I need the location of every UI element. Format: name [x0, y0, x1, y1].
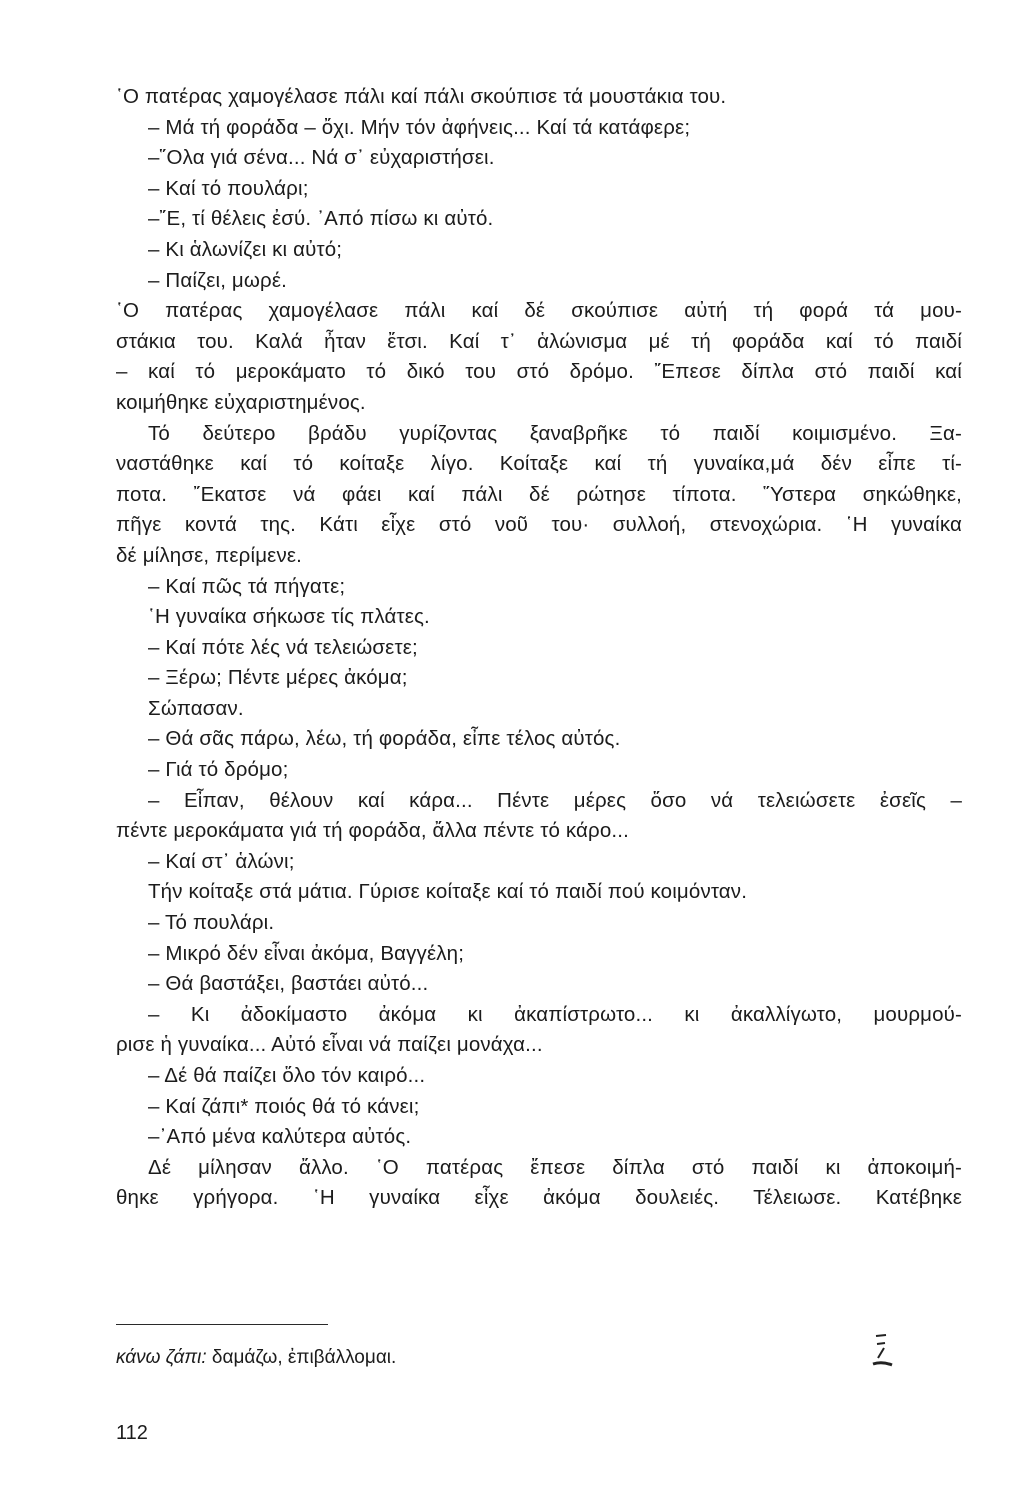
text-line-24: – Εἶπαν, θέλουν καί κάρα... Πέντε μέρες ὅσο νά τελειώσετε ἐσεῖς – — [148, 788, 962, 812]
text-line-37: θηκε γρήγορα. ῾Η γυναίκα εἶχε ἀκόμα δουλειές. Τέλειωσε. Κατέβηκε — [116, 1186, 962, 1210]
text-line-28: – Τό πουλάρι. — [148, 911, 275, 935]
text-line-23: – Γιά τό δρόμο; — [148, 758, 289, 782]
text-line-34: – Καί ζάπι* ποιός θά τό κάνει; — [148, 1094, 420, 1118]
text-line-1: ῾Ο πατέρας χαμογέλασε πάλι καί πάλι σκούπισε τά μουστάκια του. — [116, 85, 727, 108]
text-line-21: Σώπασαν. — [148, 696, 244, 720]
text-line-20: – Ξέρω; Πέντε μέρες ἀκόμα; — [148, 666, 408, 690]
text-line-26: – Καί στ᾿ ἁλώνι; — [148, 849, 295, 873]
text-line-5: –῎Ε, τί θέλεις ἐσύ. ᾿Από πίσω κι αὐτό. — [148, 207, 494, 231]
handwritten-mark-icon — [870, 1330, 894, 1370]
text-line-15: πῆγε κοντά της. Κάτι εἶχε στό νοῦ του· συλλοή, στενοχώρια. ῾Η γυναίκα — [116, 513, 962, 537]
text-line-14: ποτα. ῎Εκατσε νά φάει καί πάλι δέ ρώτησε τίποτα. ῞Υστερα σηκώθηκε, — [116, 482, 962, 506]
text-line-4: – Καί τό πουλάρι; — [148, 176, 309, 200]
text-line-33: – Δέ θά παίζει ὅλο τόν καιρό... — [148, 1064, 426, 1087]
text-line-29: – Μικρό δέν εἶναι ἀκόμα, Βαγγέλη; — [148, 941, 465, 965]
footnote-divider — [116, 1324, 328, 1325]
text-line-35: –᾿Από μένα καλύτερα αὐτός. — [148, 1125, 412, 1149]
text-line-7: – Παίζει, μωρέ. — [148, 268, 287, 292]
footnote-definition: δαμάζω, ἐπιβάλλομαι. — [211, 1347, 397, 1368]
page-number: 112 — [116, 1422, 148, 1444]
text-line-11: κοιμήθηκε εὐχαριστημένος. — [116, 390, 366, 414]
text-line-9: στάκια του. Καλά ἦταν ἔτσι. Καί τ᾿ ἁλώνισμα μέ τή φοράδα καί τό παιδί — [116, 329, 962, 353]
footnote-term: κάνω ζάπι: — [116, 1347, 207, 1368]
footnote — [116, 1346, 396, 1370]
text-line-8: ῾Ο πατέρας χαμογέλασε πάλι καί δέ σκούπισε αὐτή τή φορά τά μου- — [116, 299, 962, 323]
text-line-31: – Κι ἀδοκίμαστο ἀκόμα κι ἀκαπίστρωτο... κι ἀκαλλίγωτο, μουρμού- — [148, 1002, 962, 1026]
text-line-13: ναστάθηκε καί τό κοίταξε λίγο. Κοίταξε καί τή γυναίκα,μά δέν εἶπε τί- — [116, 452, 962, 476]
text-line-25: πέντε μεροκάματα γιά τή φοράδα, ἄλλα πέντε τό κάρο... — [116, 819, 629, 843]
text-line-19: – Καί πότε λές νά τελειώσετε; — [148, 635, 418, 659]
text-line-30: – Θά βαστάξει, βαστάει αὐτό... — [148, 972, 429, 996]
text-line-27: Τήν κοίταξε στά μάτια. Γύρισε κοίταξε καί τό παιδί πού κοιμόνταν. — [148, 880, 748, 904]
text-line-10: – καί τό μεροκάματο τό δικό του στό δρόμο. ῎Επεσε δίπλα στό παιδί καί — [116, 360, 962, 384]
text-line-16: δέ μίλησε, περίμενε. — [116, 543, 302, 567]
text-line-12: Τό δεύτερο βράδυ γυρίζοντας ξαναβρῆκε τό παιδί κοιμισμένο. Ξα- — [148, 421, 962, 445]
text-line-32: ρισε ἡ γυναίκα... Αὐτό εἶναι νά παίζει μονάχα... — [116, 1033, 543, 1057]
text-line-6: – Κι ἁλωνίζει κι αὐτό; — [148, 237, 343, 261]
body-text — [116, 82, 962, 1214]
text-line-17: – Καί πῶς τά πήγατε; — [148, 574, 346, 598]
text-line-18: ῾Η γυναίκα σήκωσε τίς πλάτες. — [148, 605, 430, 629]
text-line-22: – Θά σᾶς πάρω, λέω, τή φοράδα, εἶπε τέλος αὐτός. — [148, 727, 621, 751]
text-line-3: –῞Ολα γιά σένα... Νά σ᾿ εὐχαριστήσει. — [148, 146, 495, 170]
text-line-2: – Μά τή φοράδα – ὄχι. Μήν τόν ἀφήνεις... Καί τά κατάφερε; — [148, 115, 691, 139]
text-line-36: Δέ μίλησαν ἄλλο. ῾Ο πατέρας ἔπεσε δίπλα στό παιδί κι ἀποκοιμή- — [148, 1155, 962, 1179]
